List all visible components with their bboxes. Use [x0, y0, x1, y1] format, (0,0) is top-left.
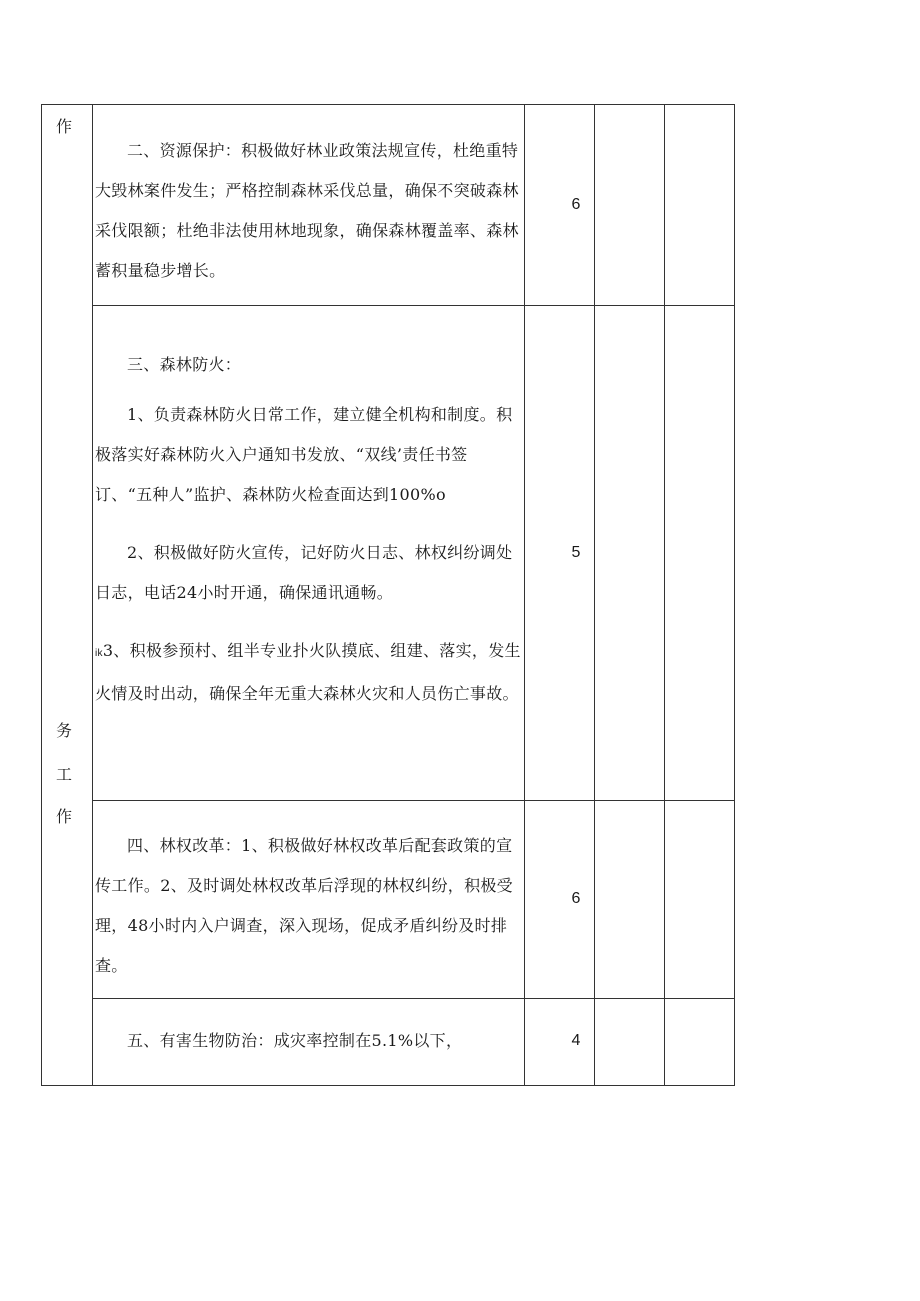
- table-border-bottom: [41, 1085, 735, 1086]
- table-border-top: [41, 104, 735, 105]
- paragraph: [95, 631, 523, 714]
- row-divider: [92, 305, 735, 306]
- paragraph: 四、林权改革：1、积极做好林权改革后配套政策的宣传工作。2、及时调处林权改革后浮现的林权纠纷，积极受理，48小时内入户调查，深入现场，促成矛盾纠纷及时排查。: [95, 836, 513, 975]
- forest-tenure-reform-text: [95, 826, 523, 986]
- pest-control-text: [95, 1021, 523, 1061]
- forest-fire-prevention-text: [95, 345, 523, 714]
- section-heading: 三、森林防火：: [127, 355, 242, 374]
- column-divider: [92, 104, 93, 1086]
- paragraph: 五、有害生物防治：成灾率控制在5.1%以下，: [127, 1031, 463, 1050]
- category-label: 作: [56, 807, 73, 826]
- row-divider: [92, 998, 735, 999]
- score-value: 6: [571, 196, 581, 213]
- score-value: 4: [571, 1032, 581, 1049]
- item-text: 3、积极参预村、组半专业扑火队摸底、组建、落实，发生火情及时出动，确保全年无重大森林火灾和人员伤亡事故。: [95, 641, 521, 703]
- category-label: 务: [56, 721, 73, 740]
- ocr-mark: ik: [95, 648, 103, 659]
- column-divider: [594, 104, 595, 1086]
- table-border-right: [734, 104, 735, 1086]
- table-border-left: [41, 104, 42, 1086]
- paragraph: 2、积极做好防火宣传，记好防火日志、林权纠纷调处日志，电话24小时开通，确保通讯通畅。: [95, 543, 513, 602]
- paragraph: 1、负责森林防火日常工作，建立健全机构和制度。积极落实好森林防火入户通知书发放、“双线’责任书签订、“五种人”监护、森林防火检查面达到100%o: [95, 405, 513, 504]
- resource-protection-text: [95, 131, 523, 291]
- score-value: 5: [571, 544, 581, 561]
- score-value: 6: [571, 890, 581, 907]
- paragraph: 二、资源保护：积极做好林业政策法规宣传，杜绝重特大毁林案件发生；严格控制森林采伐总量，确保不突破森林采伐限额；杜绝非法使用林地现象，确保森林覆盖率、森林蓄积量稳步增长。: [95, 141, 519, 280]
- category-label: 工: [56, 765, 73, 784]
- column-divider: [524, 104, 525, 1086]
- category-label: 作: [56, 117, 73, 136]
- row-divider: [92, 800, 735, 801]
- column-divider: [664, 104, 665, 1086]
